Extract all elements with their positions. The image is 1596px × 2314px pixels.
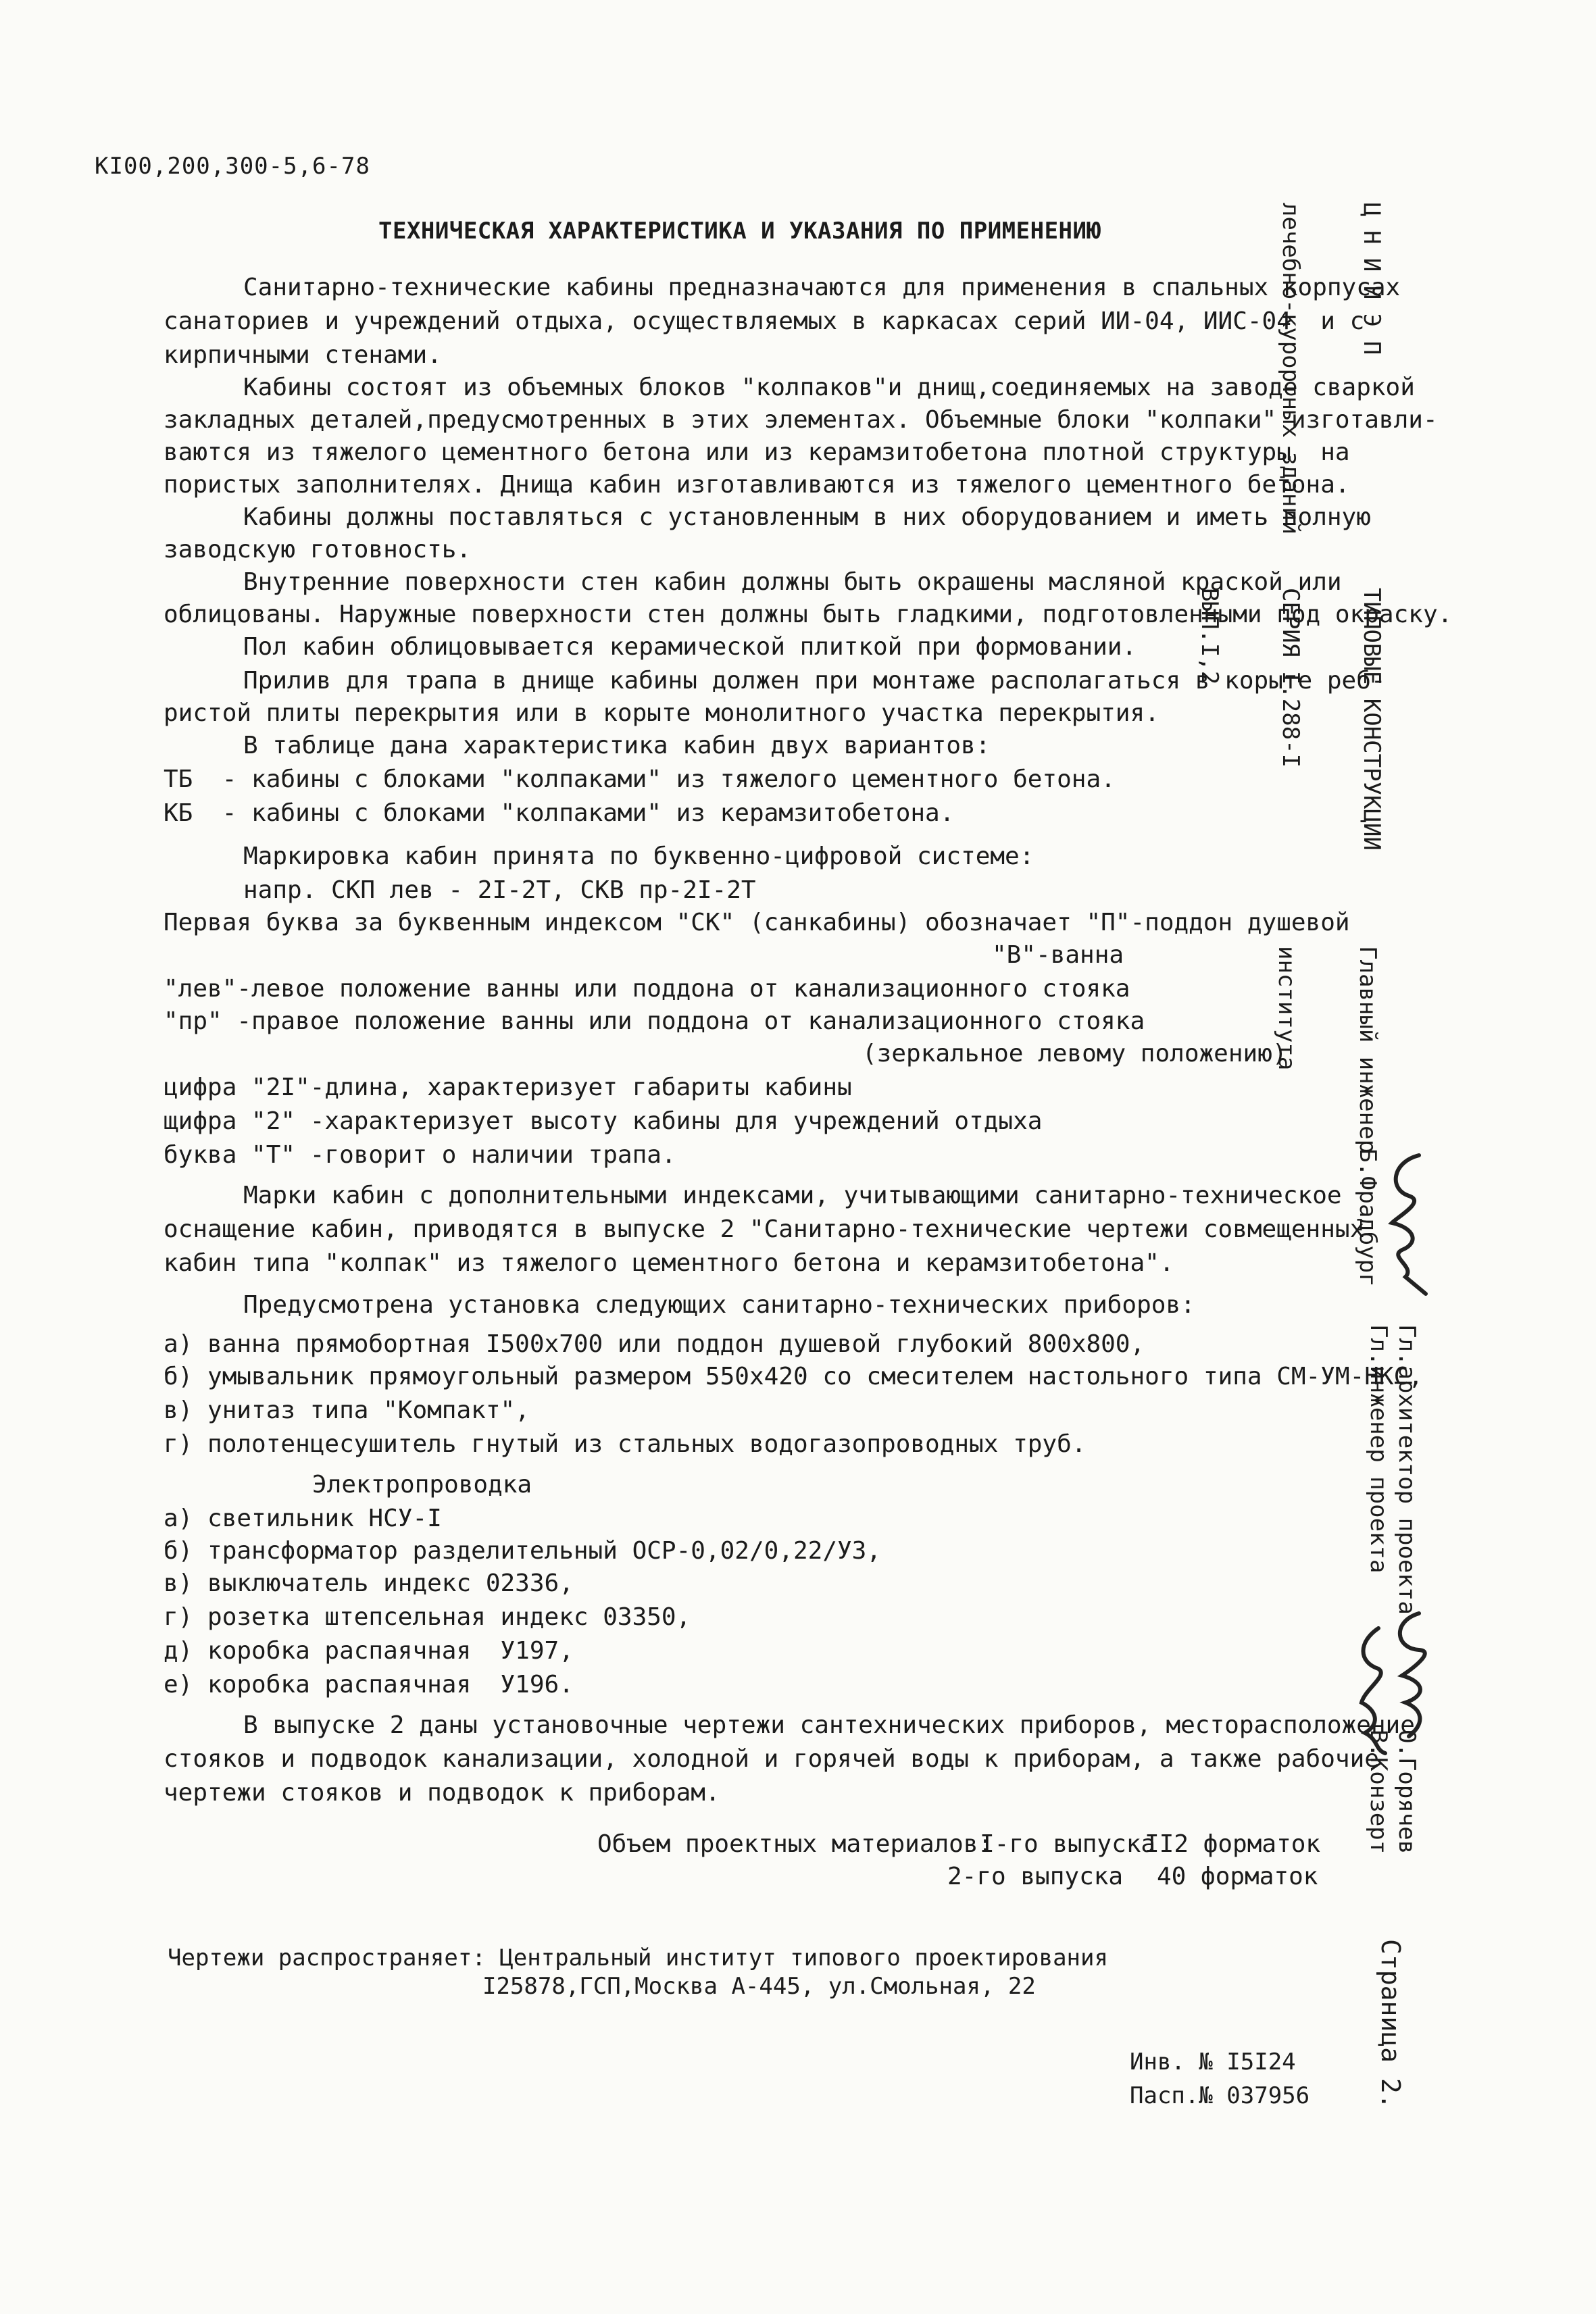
paragraph-line: напр. СКП лев - 2I-2Т, СКВ пр-2I-2Т (243, 876, 756, 904)
stamp-series-line: СЕРИЯ I.288-I (1277, 588, 1304, 768)
list-item: в) выключатель индекс 02336, (164, 1569, 574, 1597)
signature-chief-engineer (1378, 1149, 1432, 1297)
paragraph-line: Маркировка кабин принята по буквенно-цифровой системе: (243, 842, 1034, 870)
paragraph-line: "В"-ванна (992, 941, 1124, 969)
paragraph-line: Первая буква за буквенным индексом "СК" (санкабины) обозначает "П"-поддон душевой (164, 909, 1350, 936)
variant-kb: КБ - кабины с блоками "колпаками" из керамзитобетона. (164, 799, 955, 827)
paragraph-line: Марки кабин с дополнительными индексами, учитывающими санитарно-техническое (243, 1182, 1342, 1209)
list-item: а) ванна прямобортная I500х700 или поддон душевой глубокий 800х800, (164, 1330, 1145, 1358)
volume-label: Объем проектных материалов: (597, 1830, 993, 1858)
paragraph-line: "пр" -правое положение ванны или поддона от канализационного стояка (164, 1007, 1145, 1035)
page-title: ТЕХНИЧЕСКАЯ ХАРАКТЕРИСТИКА И УКАЗАНИЯ ПО ПРИМЕНЕНИЮ (378, 218, 1101, 245)
distributor-address: I25878,ГСП,Москва А-445, ул.Смольная, 22 (482, 1973, 1036, 2000)
volume-issue-1-count: II2 форматок (1145, 1830, 1321, 1858)
paragraph-line: ваются из тяжелого цементного бетона или из керамзитобетона плотной структуры на (164, 438, 1350, 466)
paragraph-line: Предусмотрена установка следующих санитарно-технических приборов: (243, 1291, 1195, 1319)
paragraph-line: В таблице дана характеристика кабин двух вариантов: (243, 732, 991, 759)
list-item: д) коробка распаячная У197, (164, 1637, 574, 1665)
signature-project-engineer (1351, 1621, 1392, 1757)
paragraph-line: чертежи стояков и подводок к приборам. (164, 1779, 720, 1807)
paragraph-line: цифра "2I"-длина, характеризует габариты кабины (164, 1074, 852, 1101)
paragraph-line: пористых заполнителях. Днища кабин изготавливаются из тяжелого цементного бетона. (164, 471, 1350, 499)
stamp-role: института (1273, 946, 1300, 1071)
paragraph-line: буква "Т" -говорит о наличии трапа. (164, 1141, 676, 1169)
stamp-org-subtitle: лечебно-курортных зданий (1277, 203, 1304, 535)
volume-issue-1: I-го выпуска (980, 1830, 1156, 1858)
paragraph-line: ристой плиты перекрытия или в корыте монолитного участка перекрытия. (164, 699, 1159, 727)
volume-issue-2: 2-го выпуска (947, 1863, 1124, 1890)
paragraph-line: (зеркальное левому положению) (862, 1040, 1287, 1067)
list-item: г) розетка штепсельная индекс 03350, (164, 1603, 691, 1631)
paragraph-line: "лев"-левое положение ванны или поддона от канализационного стояка (164, 975, 1130, 1003)
paragraph-line: облицованы. Наружные поверхности стен должны быть гладкими, подготовленными под окраску. (164, 601, 1453, 628)
list-item: б) умывальник прямоугольный размером 550х420 со смесителем настольного типа СМ-УМ-НКС, (164, 1363, 1423, 1390)
paragraph-line: Внутренние поверхности стен кабин должны быть окрашены масляной краской или (243, 568, 1342, 596)
paragraph-line: Кабины должны поставляться с установленным в них оборудованием и иметь полную (243, 503, 1371, 531)
paragraph-line: санаториев и учреждений отдыха, осуществляемых в каркасах серий ИИ-04, ИИС-04 и с (164, 307, 1365, 335)
paragraph-line: стояков и подводок канализации, холодной и горячей воды к приборам, а также рабочие (164, 1745, 1379, 1773)
document-page: КI00,200,300-5,6-78 ТЕХНИЧЕСКАЯ ХАРАКТЕРИСТИКА И УКАЗАНИЯ ПО ПРИМЕНЕНИЮ Санитарно-технические кабины предназначаются для применения в спальных корпусах санаториев и учреждений отдыха, осуществляемых в каркасах серий ИИ-04, ИИС-04 и с кирпичными стенами. Кабины состоят из объемных блоков "колпаков"и днищ,соединяемых на заводе сваркой закладных деталей,предусмотренных в этих элементах. Объемные блоки "колпаки" изготавли- ваются из тяжелого цементного бетона или из керамзитобетона плотной структуры на пористых заполнителях. Днища кабин изготавливаются из тяжелого цементного бетона. Кабины должны поставляться с установленным в них оборудованием и иметь полную заводскую готовность. Внутренние поверхности стен кабин должны быть окрашены масляной краской или облицованы. Наружные поверхности стен должны быть гладкими, подготовленными под окраску. Пол кабин облицовывается керамической плиткой при формовании. Прилив для трапа в днище кабины должен при монтаже располагаться в корыте реб- ристой плиты перекрытия или в корыте монолитного участка перекрытия. В таблице дана характеристика кабин двух вариантов: ТБ - кабины с блоками "колпаками" из тяжелого цементного бетона. КБ - кабины с блоками "колпаками" из керамзитобетона. Маркировка кабин принята по буквенно-цифровой системе: напр. СКП лев - 2I-2Т, СКВ пр-2I-2Т Первая буква за буквенным индексом "СК" (санкабины) обозначает "П"-поддон душевой "В"-ванна "лев"-левое положение ванны или поддона от канализационного стояка "пр" -правое положение ванны или поддона от канализационного стояка (зеркальное левому положению) цифра "2I"-длина, характеризует габариты кабины щифра "2" -характеризует высоту кабины для учреждений отдыха буква "Т" -говорит о наличии трапа. Марки кабин с дополнительными индексами, учитывающими санитарно-техническое оснащение кабин, приводятся в выпуске 2 "Санитарно-технические чертежи совмещенных кабин типа "колпак" из тяжелого цементного бетона и керамзитобетона". Предусмотрена установка следующих санитарно-технических приборов: а) ванна прямобортная I500х700 или поддон душевой глубокий 800х800, б) умывальник прямоугольный размером 550х420 со смесителем настольного типа СМ-УМ-НКС, в) унитаз типа "Компакт", г) полотенцесушитель гнутый из стальных водогазопроводных труб. Электропроводка а) светильник НСУ-I б) трансформатор разделительный ОСР-0,02/0,22/У3, в) выключатель индекс 02336, г) розетка штепсельная индекс 03350, д) коробка распаячная У197, е) коробка распаячная У196. В выпуске 2 даны установочные чертежи сантехнических приборов, месторасположение стояков и подводок канализации, холодной и горячей воды к приборам, а также рабочие чертежи стояков и подводок к приборам. Объем проектных материалов: I-го выпуска II2 форматок 2-го выпуска 40 форматок Чертежи распространяет: Центральный институт типового проектирования I25878,ГСП,Москва А-445, ул.Смольная, 22 Инв. № I5I24 Пасп.№ 037956 Ц Н И И Э П лечебно-курортных зданий ТИПОВЫЕ КОНСТРУКЦИИ СЕРИЯ I.288-I ВЫП.I,2 Главный инженер института Б.Фрадбург Гл.архитектор проекта Гл.инженер проекта О.Горячев В.Конзерт Страница 2. (0, 0, 1596, 2314)
paragraph-line: Кабины состоят из объемных блоков "колпаков"и днищ,соединяемых на заводе сваркой (243, 374, 1415, 401)
volume-issue-2-count: 40 форматок (1157, 1863, 1318, 1890)
paragraph-line: заводскую готовность. (164, 536, 472, 563)
passport-number: Пасп.№ 037956 (1130, 2082, 1310, 2109)
stamp-org-name: Ц Н И И Э П (1358, 203, 1385, 355)
paragraph-line: оснащение кабин, приводятся в выпуске 2 "Санитарно-технические чертежи совмещенных (164, 1215, 1365, 1243)
variant-tb: ТБ - кабины с блоками "колпаками" из тяжелого цементного бетона. (164, 765, 1116, 793)
paragraph-line: Прилив для трапа в днище кабины должен при монтаже располагаться в корыте реб- (243, 667, 1386, 695)
paragraph-line: Санитарно-технические кабины предназначаются для применения в спальных корпусах (243, 274, 1401, 301)
list-item: в) унитаз типа "Компакт", (164, 1397, 530, 1424)
section-heading: Электропроводка (312, 1471, 532, 1499)
paragraph-line: В выпуске 2 даны установочные чертежи сантехнических приборов, месторасположение (243, 1711, 1415, 1739)
stamp-series-line: ТИПОВЫЕ КОНСТРУКЦИИ (1358, 588, 1385, 851)
list-item: е) коробка распаячная У196. (164, 1671, 574, 1699)
inventory-number: Инв. № I5I24 (1130, 2048, 1296, 2076)
list-item: б) трансформатор разделительный ОСР-0,02/0,22/У3, (164, 1537, 882, 1565)
list-item: а) светильник НСУ-I (164, 1505, 442, 1532)
paragraph-line: Пол кабин облицовывается керамической плиткой при формовании. (243, 633, 1137, 661)
paragraph-line: закладных деталей,предусмотренных в этих элементах. Объемные блоки "колпаки" изготавли- (164, 406, 1438, 434)
paragraph-line: кабин типа "колпак" из тяжелого цементного бетона и керамзитобетона". (164, 1249, 1174, 1277)
distributor-line: Чертежи распространяет: Центральный институт типового проектирования (168, 1944, 1108, 1971)
list-item: г) полотенцесушитель гнутый из стальных водогазопроводных труб. (164, 1430, 1087, 1458)
signature-architect (1385, 1608, 1439, 1743)
document-code: КI00,200,300-5,6-78 (95, 153, 370, 180)
stamp-role: Главный инженер (1354, 946, 1381, 1154)
paragraph-line: кирпичными стенами. (164, 341, 442, 369)
stamp-series-line: ВЫП.I,2 (1196, 588, 1223, 685)
paragraph-line: щифра "2" -характеризует высоту кабины для учреждений отдыха (164, 1107, 1043, 1135)
